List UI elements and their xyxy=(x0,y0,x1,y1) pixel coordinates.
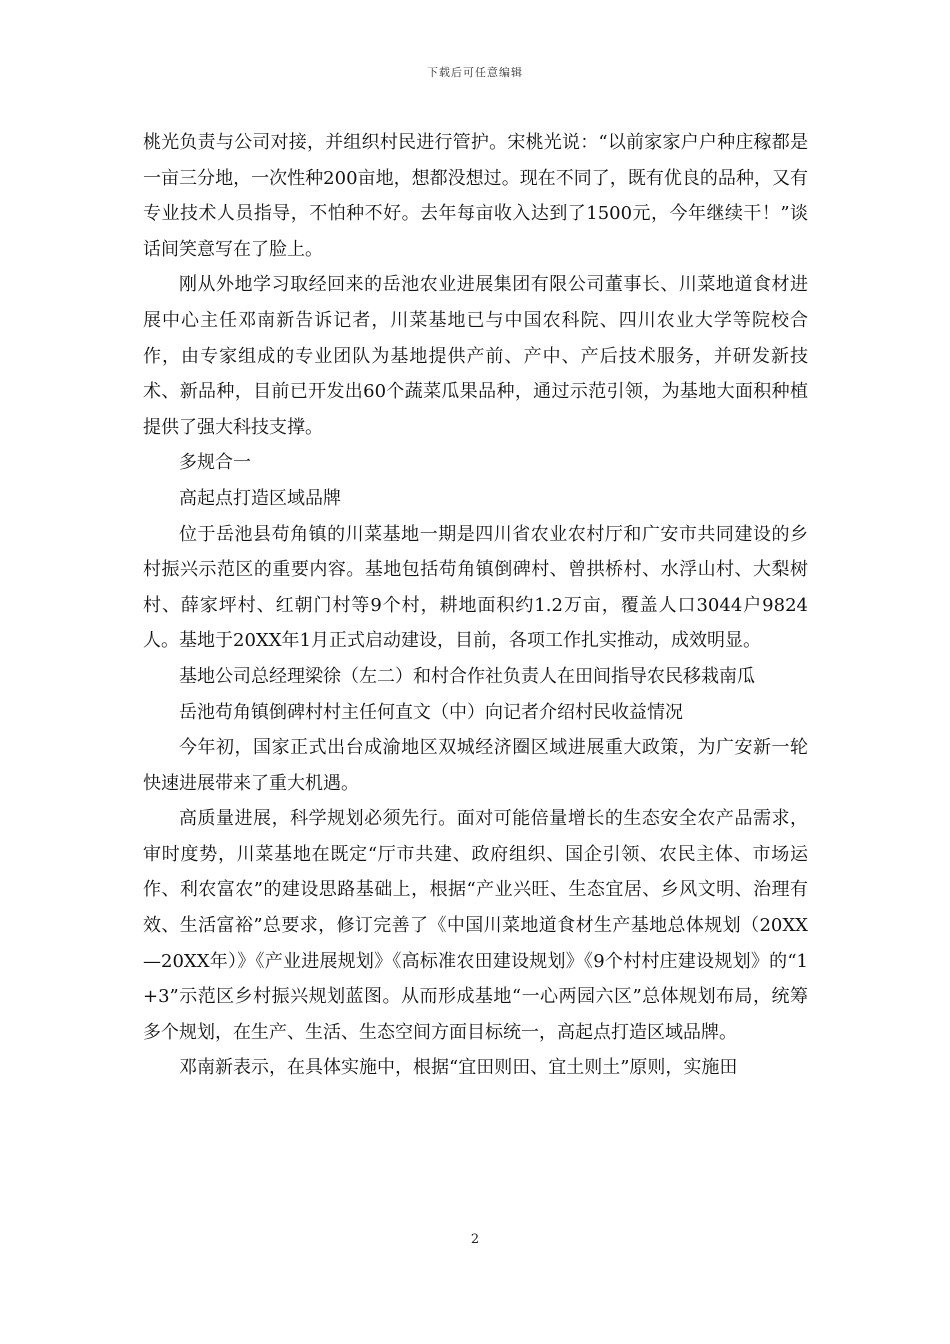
paragraph: 高质量进展，科学规划必须先行。面对可能倍量增长的生态安全农产品需求，审时度势，川菜基地在既定“厅市共建、政府组织、国企引领、农民主体、市场运作、利农富农”的建设思路基础上，根据“产业兴旺、生态宜居、乡风文明、治理有效、生活富裕”总要求，修订完善了《中国川菜地道食材生产基地总体规划（20XX—20XX年）》《产业进展规划》《高标准农田建设规划》《9个村村庄建设规划》的“1+3”示范区乡村振兴规划蓝图。从而形成基地“一心两园六区”总体规划布局，统筹多个规划，在生产、生活、生态空间方面目标统一，高起点打造区域品牌。 xyxy=(143,808,808,1043)
photo-caption: 岳池苟角镇倒碑村村主任何直文（中）向记者介绍村民收益情况 xyxy=(179,701,683,723)
paragraph: 位于岳池县苟角镇的川菜基地一期是四川省农业农村厅和广安市共同建设的乡村振兴示范区的重要内容。基地包括苟角镇倒碑村、曾拱桥村、水浮山村、大梨树村、薛家坪村、红朝门村等9个村，耕地面积约1.2万亩，覆盖人口3044户9824人。基地于20XX年1月正式启动建设，目前，各项工作扎实推动，成效明显。 xyxy=(143,523,808,652)
page-number: 2 xyxy=(470,1232,480,1247)
document-body xyxy=(143,125,808,1086)
section-heading: 多规合一 xyxy=(179,452,251,474)
page-header: 下载后可任意编辑 xyxy=(427,66,523,79)
paragraph: 今年初，国家正式出台成渝地区双城经济圈区域进展重大政策，为广安新一轮快速进展带来了重大机遇。 xyxy=(143,737,808,794)
paragraph: 桃光负责与公司对接，并组织村民进行管护。宋桃光说：“以前家家户户种庄稼都是一亩三分地，一次性种200亩地，想都没想过。现在不同了，既有优良的品种，又有专业技术人员指导，不怕种不好。去年每亩收入达到了1500元，今年继续干！”谈话间笑意写在了脸上。 xyxy=(143,132,808,260)
photo-caption: 基地公司总经理梁徐（左二）和村合作社负责人在田间指导农民移栽南瓜 xyxy=(179,665,755,687)
paragraph: 刚从外地学习取经回来的岳池农业进展集团有限公司董事长、川菜地道食材进展中心主任邓南新告诉记者，川菜基地已与中国农科院、四川农业大学等院校合作，由专家组成的专业团队为基地提供产前、产中、产后技术服务，并研发新技术、新品种，目前已开发出60个蔬菜瓜果品种，通过示范引领，为基地大面积种植提供了强大科技支撑。 xyxy=(143,274,808,438)
section-subheading: 高起点打造区域品牌 xyxy=(179,487,341,509)
paragraph: 邓南新表示，在具体实施中，根据“宜田则田、宜土则土”原则，实施田 xyxy=(179,1057,738,1079)
